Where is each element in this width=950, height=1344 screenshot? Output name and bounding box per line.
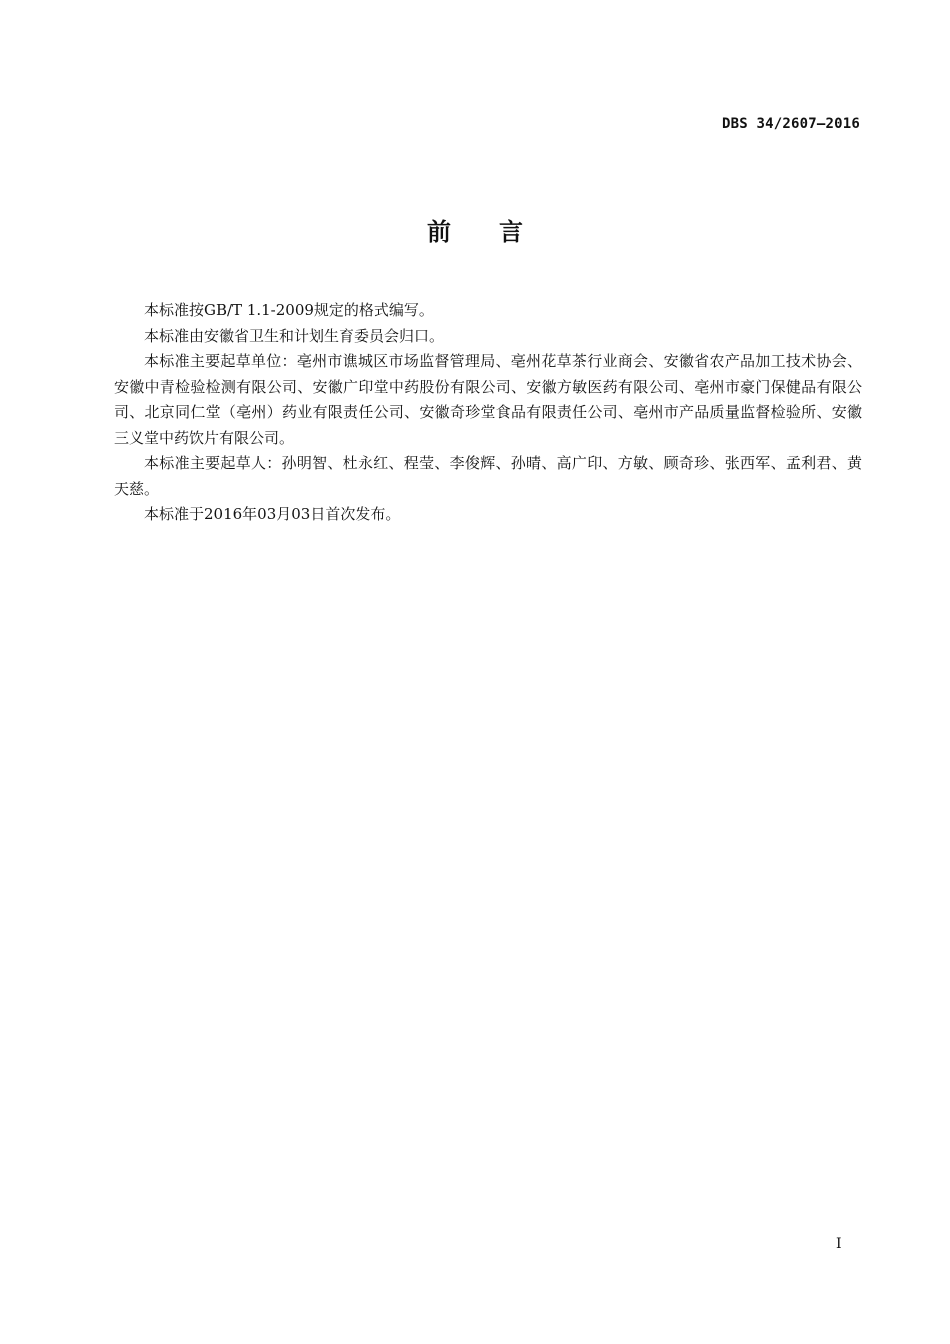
page-number: I [836,1236,842,1252]
title-part-2: 言 [499,218,523,246]
paragraph-drafting-units: 本标准主要起草单位：亳州市谯城区市场监督管理局、亳州花草茶行业商会、安徽省农产品加工技术协会、安徽中青检验检测有限公司、安徽广印堂中药股份有限公司、安徽方敏医药有限公司、亳州市豪门保健品有限公司、北京同仁堂（亳州）药业有限责任公司、安徽奇珍堂食品有限责任公司、亳州市产品质量监督检验所、安徽三义堂中药饮片有限公司。 [114,352,862,447]
paragraph-format: 本标准按GB/T 1.1-2009规定的格式编写。 [144,301,434,319]
document-code: DBS 34/2607—2016 [721,116,860,132]
page-title [0,212,950,247]
foreword-body [114,298,862,528]
paragraph-drafters: 本标准主要起草人：孙明智、杜永红、程莹、李俊辉、孙晴、高广印、方敏、顾奇珍、张西军、孟利君、黄天慈。 [114,454,862,498]
paragraph-administration: 本标准由安徽省卫生和计划生育委员会归口。 [144,326,445,345]
paragraph-release-date: 本标准于2016年03月03日首次发布。 [144,505,401,523]
title-part-1: 前 [427,218,451,246]
